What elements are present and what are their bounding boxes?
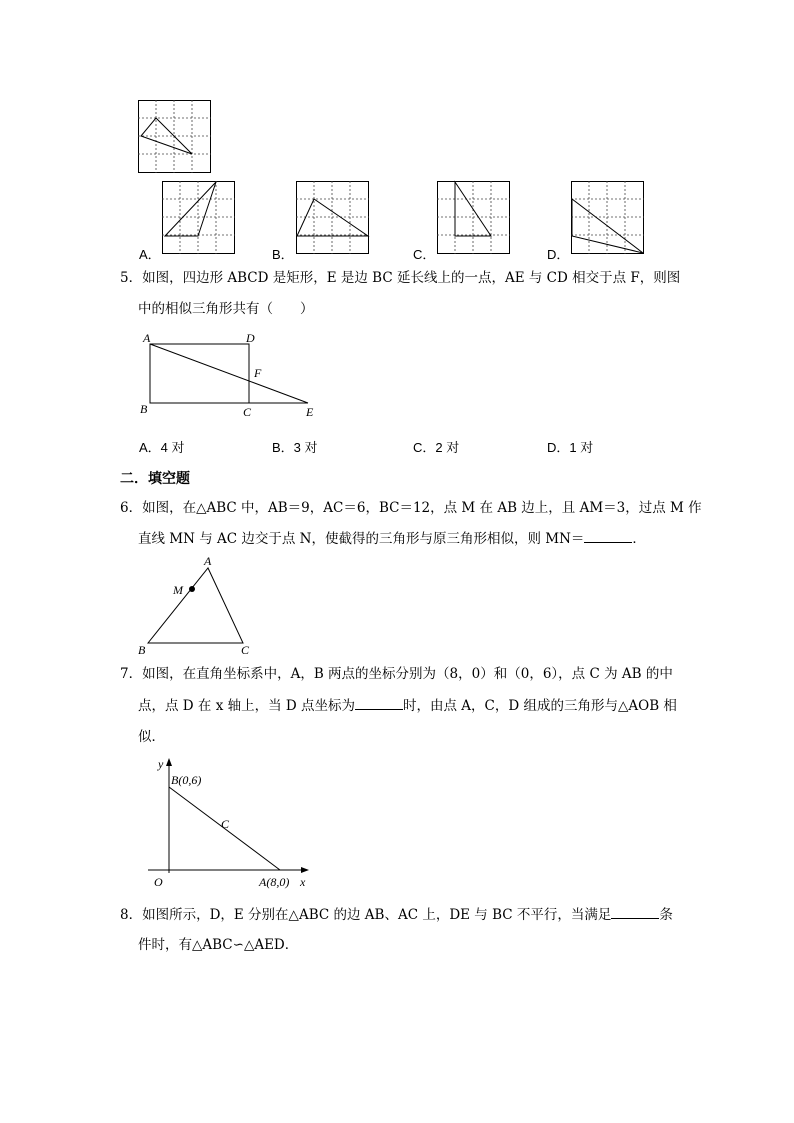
q6-stem-line2-text: 直线 MN 与 AC 边交于点 N，使截得的三角形与原三角形相似，则 MN＝: [138, 531, 585, 547]
q7-coordinate-figure: [140, 755, 325, 890]
q5-stem-line1: 5．如图，四边形 ABCD 是矩形，E 是边 BC 延长线上的一点，AE 与 CD 相交于点 F，则图: [120, 270, 681, 286]
q7-stem-line2-text: 点，点 D 在 x 轴上，当 D 点坐标为: [138, 698, 356, 714]
q4-option-a-grid: [162, 181, 236, 255]
q5-option-c: C．2 对: [413, 440, 460, 455]
q7-stem-line2-end: 时，由点 A，C，D 组成的三角形与△AOB 相: [403, 698, 677, 714]
q7-label-c: C: [221, 817, 230, 831]
q5-rectangle-figure: [140, 332, 330, 422]
q7-stem-line2: [138, 695, 677, 716]
q4-option-d-grid: [571, 181, 645, 255]
q7-label-a: A(8,0): [259, 875, 290, 889]
q6-triangle-figure: [135, 555, 260, 660]
q6-stem-line2-end: ．: [632, 531, 646, 547]
section-fill-in-title: 二．填空题: [120, 471, 190, 487]
q5-option-b: B．3 对: [272, 440, 318, 455]
q7-label-b: B(0,6): [171, 773, 202, 787]
q6-stem-line2: [138, 528, 646, 549]
q4-option-d-label: D．: [547, 247, 570, 262]
q8-stem-line1: [120, 904, 673, 925]
q8-stem-line2: 件时，有△ABC∽△AED．: [138, 937, 299, 953]
q7-label-x-axis: x: [300, 875, 306, 889]
q6-label-b: B: [138, 643, 146, 657]
q5-label-d: D: [246, 331, 255, 345]
q7-stem-line3: 似．: [138, 729, 165, 745]
q8-stem-line1-text: 8．如图所示，D，E 分别在△ABC 的边 AB、AC 上，DE 与 BC 不平行，当满足: [120, 907, 612, 923]
q4-option-a-label: A．: [139, 247, 161, 262]
q4-option-c-label: C．: [413, 247, 436, 262]
q4-option-b-label: B．: [272, 247, 294, 262]
q5-label-e: E: [306, 405, 314, 419]
q7-label-y-axis: y: [158, 757, 164, 771]
q5-option-d: D．1 对: [547, 440, 594, 455]
q5-stem-line2: 中的相似三角形共有（ ）: [138, 301, 314, 317]
q6-label-a: A: [204, 554, 212, 568]
q5-label-c: C: [243, 405, 252, 419]
q8-answer-blank[interactable]: [611, 904, 659, 919]
q5-label-f: F: [254, 366, 262, 380]
q7-label-origin: O: [154, 875, 163, 889]
q4-option-c-grid: [437, 181, 511, 255]
q8-stem-line1-end: 条: [659, 907, 673, 923]
q4-option-b-grid: [296, 181, 370, 255]
q5-option-a: A．4 对: [139, 440, 185, 455]
q6-label-c: C: [241, 643, 250, 657]
q5-label-b: B: [140, 402, 148, 416]
q4-original-grid-figure: [138, 100, 212, 174]
q6-stem-line1: 6．如图，在△ABC 中，AB＝9，AC＝6，BC＝12，点 M 在 AB 边上，且 AM＝3，过点 M 作: [120, 500, 702, 516]
q6-label-m: M: [173, 583, 183, 597]
q7-stem-line1: 7．如图，在直角坐标系中，A，B 两点的坐标分别为（8，0）和（0，6），点 C 为 AB 的中: [120, 666, 673, 682]
q7-answer-blank[interactable]: [355, 695, 403, 710]
q6-answer-blank[interactable]: [584, 528, 632, 543]
q5-label-a: A: [143, 331, 151, 345]
